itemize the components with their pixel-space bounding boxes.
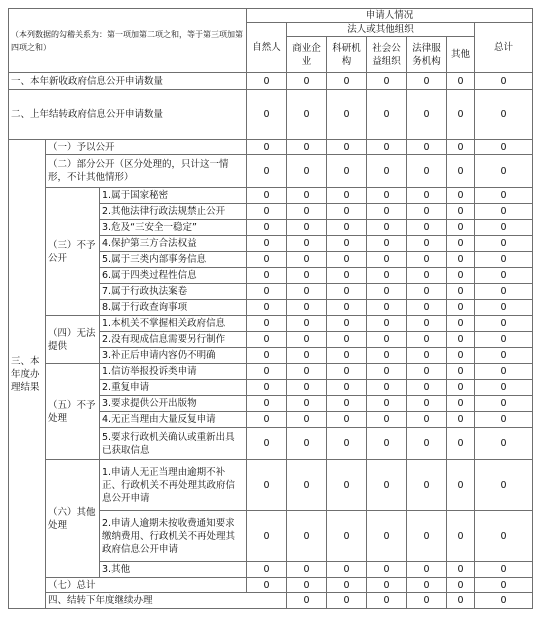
cell-value: 0 [287,578,327,593]
cell-value: 0 [475,300,533,316]
cell-value: 0 [407,73,447,90]
cell-value: 0 [287,73,327,90]
cell-value: 0 [367,316,407,332]
cell-value: 0 [475,380,533,396]
table-row [9,364,533,380]
cell-value: 0 [475,155,533,188]
cell-value: 0 [447,316,475,332]
cell-value: 0 [327,364,367,380]
table-row [9,578,533,593]
row-label: 3.补正后申请内容仍不明确 [100,348,247,364]
row-label: 1.申请人无正当理由逾期不补正、行政机关不再处理其政府信息公开申请 [100,460,247,511]
cell-value: 0 [447,268,475,284]
cell-value: 0 [247,460,287,511]
group-label: （四）无法提供 [46,316,100,364]
cell-value: 0 [475,460,533,511]
cell-value: 0 [407,332,447,348]
row-label: 1.信访举报投诉类申请 [100,364,247,380]
group-label: （五）不予处理 [46,364,100,460]
cell-value: 0 [407,300,447,316]
cell-value: 0 [367,562,407,578]
cell-value: 0 [407,412,447,428]
cell-value: 0 [247,220,287,236]
cell-value: 0 [327,236,367,252]
cell-value: 0 [247,380,287,396]
cell-value: 0 [407,90,447,140]
col-legal-service: 法律服务机构 [407,37,447,73]
cell-value: 0 [287,593,327,609]
cell-value: 0 [407,188,447,204]
cell-value: 0 [475,73,533,90]
cell-value: 0 [475,348,533,364]
gov-info-disclosure-table [8,8,533,609]
cell-value: 0 [407,316,447,332]
cell-value: 0 [327,380,367,396]
cell-value: 0 [447,236,475,252]
cell-value: 0 [367,300,407,316]
cell-value: 0 [475,562,533,578]
row-label: 3.其他 [100,562,247,578]
cell-value: 0 [475,268,533,284]
cell-value: 0 [327,252,367,268]
row-label: 6.属于四类过程性信息 [100,268,247,284]
cell-value: 0 [367,348,407,364]
cell-value: 0 [247,578,287,593]
cell-value: 0 [475,332,533,348]
cell-value: 0 [287,348,327,364]
cell-value: 0 [287,155,327,188]
row-label: 4.无正当理由大量反复申请 [100,412,247,428]
cell-value: 0 [327,428,367,460]
cell-value: 0 [447,140,475,155]
cell-value: 0 [327,155,367,188]
cell-value: 0 [447,73,475,90]
cell-value: 0 [475,90,533,140]
cell-value: 0 [407,578,447,593]
cell-value: 0 [327,316,367,332]
row-label: 5.要求行政机关确认或重新出具已获取信息 [100,428,247,460]
cell-value: 0 [327,188,367,204]
table-row [9,188,533,204]
cell-value: 0 [287,511,327,562]
cell-value: 0 [475,188,533,204]
group-label: （三）不予公开 [46,188,100,316]
cell-value: 0 [367,90,407,140]
row-label: 5.属于三类内部事务信息 [100,252,247,268]
cell-value: 0 [447,412,475,428]
cell-value: 0 [407,348,447,364]
cell-value: 0 [447,396,475,412]
cell-value: 0 [475,428,533,460]
row-label: 1.本机关不掌握相关政府信息 [100,316,247,332]
cell-value: 0 [475,252,533,268]
cell-value: 0 [367,332,407,348]
row-label: 2.其他法律行政法规禁止公开 [100,204,247,220]
row-label: 2.申请人逾期未按收费通知要求缴纳费用、行政机关不再处理其政府信息公开申请 [100,511,247,562]
table-row [9,140,533,155]
col-public-welfare: 社会公益组织 [367,37,407,73]
cell-value: 0 [247,284,287,300]
cell-value: 0 [367,284,407,300]
cell-value: 0 [407,562,447,578]
cell-value: 0 [327,300,367,316]
cell-value: 0 [367,155,407,188]
cell-value: 0 [407,396,447,412]
cell-value: 0 [247,73,287,90]
cell-value: 0 [287,332,327,348]
cell-value: 0 [327,268,367,284]
cell-value: 0 [447,90,475,140]
cell-value: 0 [287,364,327,380]
cell-value: 0 [247,332,287,348]
header-legal-persons: 法人或其他组织 [287,23,475,37]
cell-value: 0 [287,412,327,428]
cell-value: 0 [327,204,367,220]
cell-value: 0 [247,428,287,460]
cell-value: 0 [287,220,327,236]
row-label: 四、结转下年度继续办理 [46,593,287,609]
row-label: 2.没有现成信息需要另行制作 [100,332,247,348]
cell-value: 0 [367,511,407,562]
cell-value: 0 [367,380,407,396]
col-research: 科研机构 [327,37,367,73]
cell-value: 0 [447,300,475,316]
cell-value: 0 [247,204,287,220]
row-label: 2.重复申请 [100,380,247,396]
table-row [9,73,533,90]
cell-value: 0 [327,460,367,511]
cell-value: 0 [367,220,407,236]
cell-value: 0 [327,396,367,412]
cell-value: 0 [447,348,475,364]
cell-value: 0 [447,460,475,511]
cell-value: 0 [367,460,407,511]
row-label: 8.属于行政查询事项 [100,300,247,316]
cell-value: 0 [367,396,407,412]
cell-value: 0 [367,428,407,460]
row-label: 7.属于行政执法案卷 [100,284,247,300]
cell-value: 0 [407,220,447,236]
cell-value: 0 [287,460,327,511]
cell-value: 0 [407,380,447,396]
cell-value: 0 [367,593,407,609]
cell-value: 0 [367,236,407,252]
cell-value: 0 [407,252,447,268]
cell-value: 0 [287,300,327,316]
cell-value: 0 [447,252,475,268]
cell-value: 0 [327,284,367,300]
cell-value: 0 [367,412,407,428]
cell-value: 0 [327,90,367,140]
cell-value: 0 [327,511,367,562]
cell-value: 0 [367,578,407,593]
cell-value: 0 [247,396,287,412]
cell-value: 0 [327,578,367,593]
header-note: （本列数据的勾稽关系为：第一项加第二项之和，等于第三项加第四项之和） [9,9,247,73]
cell-value: 0 [447,364,475,380]
cell-value: 0 [287,204,327,220]
cell-value: 0 [367,140,407,155]
cell-value: 0 [475,396,533,412]
table-row [9,316,533,332]
cell-value: 0 [247,316,287,332]
cell-value: 0 [475,204,533,220]
cell-value: 0 [247,562,287,578]
cell-value: 0 [327,332,367,348]
cell-value: 0 [447,204,475,220]
cell-value: 0 [367,188,407,204]
cell-value: 0 [287,90,327,140]
cell-value: 0 [287,188,327,204]
cell-value: 0 [247,364,287,380]
cell-value: 0 [407,428,447,460]
cell-value: 0 [407,268,447,284]
cell-value: 0 [287,268,327,284]
section-3-label: 三、本年度办理结果 [9,140,46,609]
cell-value: 0 [447,428,475,460]
cell-value: 0 [447,332,475,348]
cell-value: 0 [327,562,367,578]
cell-value: 0 [327,412,367,428]
col-natural-person: 自然人 [247,23,287,73]
cell-value: 0 [367,73,407,90]
cell-value: 0 [247,90,287,140]
cell-value: 0 [407,511,447,562]
row-label: 一、本年新收政府信息公开申请数量 [9,73,247,90]
cell-value: 0 [247,412,287,428]
group-label: （六）其他处理 [46,460,100,578]
cell-value: 0 [407,155,447,188]
cell-value: 0 [447,284,475,300]
col-commercial: 商业企业 [287,37,327,73]
cell-value: 0 [447,380,475,396]
table-row [9,90,533,140]
col-other: 其他 [447,37,475,73]
cell-value: 0 [407,284,447,300]
table-row [9,593,533,609]
cell-value: 0 [407,236,447,252]
row-label: 4.保护第三方合法权益 [100,236,247,252]
row-label: 1.属于国家秘密 [100,188,247,204]
cell-value: 0 [447,562,475,578]
cell-value: 0 [247,511,287,562]
cell-value: 0 [407,140,447,155]
cell-value: 0 [475,220,533,236]
table-row [9,460,533,511]
cell-value: 0 [447,220,475,236]
cell-value: 0 [447,593,475,609]
cell-value: 0 [447,188,475,204]
header-applicant-status: 申请人情况 [247,9,533,23]
cell-value: 0 [327,73,367,90]
cell-value: 0 [367,364,407,380]
cell-value: 0 [287,236,327,252]
cell-value: 0 [287,428,327,460]
cell-value: 0 [475,236,533,252]
cell-value: 0 [475,364,533,380]
cell-value: 0 [247,252,287,268]
cell-value: 0 [327,140,367,155]
cell-value: 0 [247,348,287,364]
cell-value: 0 [327,220,367,236]
cell-value: 0 [407,460,447,511]
cell-value: 0 [475,511,533,562]
cell-value: 0 [447,155,475,188]
cell-value: 0 [247,188,287,204]
cell-value: 0 [475,593,533,609]
cell-value: 0 [287,140,327,155]
cell-value: 0 [287,316,327,332]
cell-value: 0 [475,412,533,428]
row-label: 二、上年结转政府信息公开申请数量 [9,90,247,140]
table-row [9,155,533,188]
cell-value: 0 [327,348,367,364]
cell-value: 0 [407,204,447,220]
cell-value: 0 [287,396,327,412]
cell-value: 0 [475,316,533,332]
row-label: （七）总计 [46,578,247,593]
cell-value: 0 [247,268,287,284]
cell-value: 0 [247,140,287,155]
row-label: （二）部分公开（区分处理的，只计这一情形，不计其他情形） [46,155,247,188]
cell-value: 0 [247,300,287,316]
cell-value: 0 [447,578,475,593]
col-total: 总计 [475,23,533,73]
cell-value: 0 [367,268,407,284]
cell-value: 0 [287,252,327,268]
cell-value: 0 [287,380,327,396]
row-label: （一）予以公开 [46,140,247,155]
cell-value: 0 [287,562,327,578]
cell-value: 0 [367,252,407,268]
cell-value: 0 [475,140,533,155]
cell-value: 0 [327,593,367,609]
cell-value: 0 [407,364,447,380]
cell-value: 0 [247,155,287,188]
cell-value: 0 [287,284,327,300]
row-label: 3.要求提供公开出版物 [100,396,247,412]
cell-value: 0 [247,236,287,252]
cell-value: 0 [407,593,447,609]
row-label: 3.危及“三安全一稳定” [100,220,247,236]
cell-value: 0 [367,204,407,220]
cell-value: 0 [447,511,475,562]
cell-value: 0 [475,578,533,593]
cell-value: 0 [475,284,533,300]
